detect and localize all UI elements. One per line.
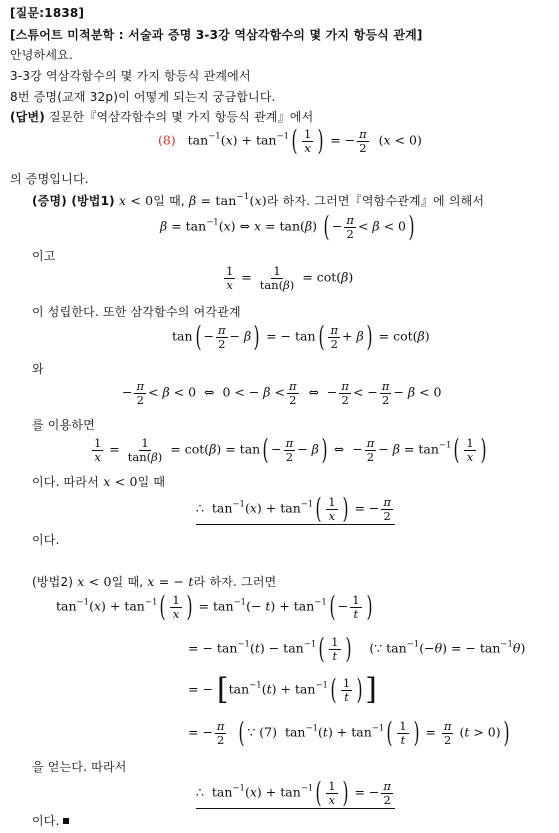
when-label: 일 때: [137, 475, 166, 489]
method1-intro: (증명) (방법1) x < 0일 때, $\beta = \tan^{-1}(x)$라 하자. 그러면『역함수관계』에 의해서: [32, 192, 485, 208]
method1-text-1: 일 때,: [153, 194, 185, 208]
using-text: 를 이용하면: [32, 418, 95, 432]
method1-label: (증명) (방법1): [32, 194, 115, 208]
greeting: 안녕하세요.: [10, 48, 73, 62]
answer-label: (답변): [10, 110, 45, 124]
is-label-2: 이다.: [32, 814, 60, 828]
question-number: [질문:1838]: [10, 6, 85, 20]
method1-text-2: 라 하자. 그러면『역함수관계』에 의해서: [266, 194, 485, 208]
equation-8-tag: (8): [158, 132, 176, 148]
result-1: ∴ $\tan^{-1}(x) + \tan^{-1}$( $\frac{1}{x}$ ) = − $\frac{\pi}{2}$: [196, 496, 395, 525]
established-text: 이 성립한다. 또한 삼각함수의 여각관계: [32, 305, 241, 319]
equation-m2-a: $\tan^{-1}(x) + \tan^{-1}$( $\frac{1}{x}$ ) = $\tan^{-1}(- t) + \tan^{-1}$( − $\frac{1}{t}$ ): [56, 589, 373, 623]
page-title: [스튜어트 미적분학 : 서술과 증명 3-3강 역삼각함수의 몇 가지 항등식 관계]: [10, 28, 423, 42]
equation-m1-c: tan( − $\frac{\pi}{2}$ − β) = − tan( $\frac{\pi}{2}$ + β) = cot(β): [172, 319, 430, 353]
equation-m2-d: = − $\frac{\pi}{2}$ ( ∵ (7) $\tan^{-1}(t) + \tan^{-1}$( $\frac{1}{t}$ ) = $\frac{\pi}{2}$ (t > 0)): [188, 715, 510, 749]
equation-m1-b: $\frac{1}{x}$ = $\frac{1}{\tan(\beta)}$ = cot(β): [226, 264, 354, 292]
method2-intro: (방법2) x < 0일 때, x = − t라 하자. 그러면: [32, 574, 277, 589]
answer-intro: [10, 110, 313, 124]
equation-m1-d: − $\frac{\pi}{2}$ < β < 0 ⇔ 0 < − β < $\frac{\pi}{2}$ ⇔ − $\frac{\pi}{2}$ < − $\frac{\pi}{2}$ − β < 0: [122, 379, 442, 407]
therefore-when-text: 이다. 따라서 x < 0일 때: [32, 474, 166, 489]
therefore-label: 이다. 따라서: [32, 475, 99, 489]
result-2: ∴ $\tan^{-1}(x) + \tan^{-1}$( $\frac{1}{x}$ ) = − $\frac{\pi}{2}$: [196, 780, 395, 809]
equation-8: (8) $\tan^{-1}(x) + \tan^{-1}$( $\frac{1}{x}$ ) = − $\frac{\pi}{2}$ (x < 0): [158, 123, 422, 157]
is-text-2: [32, 814, 69, 828]
then-text: 이고: [32, 249, 56, 263]
obtain-text: 을 얻는다. 따라서: [32, 760, 127, 774]
question-line-1: 3-3강 역삼각함수의 몇 가지 항등식 관계에서: [10, 69, 251, 83]
proof-of-text: 의 증명입니다.: [10, 172, 89, 186]
method2-text-2: 라 하자. 그러면: [193, 575, 277, 589]
and-text: 와: [32, 362, 44, 376]
answer-text: 질문한『역삼각함수의 몇 가지 항등식 관계』에서: [44, 110, 314, 124]
is-text-1: 이다.: [32, 533, 60, 547]
equation-m2-b: = − $\tan^{-1}(t) - \tan^{-1}$( $\frac{1}{t}$ ) (∵ $\tan^{-1}(-\theta)$ = − $\tan^{-1}\theta$): [188, 631, 526, 665]
equation-m1-a: $\beta = \tan^{-1}(x)$ ⇔ x = tan(β) ( − $\frac{\pi}{2}$ < β < 0): [160, 209, 415, 243]
method2-text-1: 일 때,: [111, 575, 144, 589]
end-of-proof-icon: [63, 818, 69, 824]
question-line-2: 8번 증명(교재 32p)이 어떻게 되는지 궁금합니다.: [10, 90, 276, 104]
equation-m2-c: = − [$\tan^{-1}(t) + \tan^{-1}$( $\frac{1}{t}$ )]: [188, 672, 377, 708]
equation-m1-e: $\frac{1}{x}$ = $\frac{1}{\tan(\beta)}$ = cot(β) = tan( − $\frac{\pi}{2}$ − β) ⇔ − $\frac{\pi}{2}$ − $\beta = \tan^{-1}$( $\frac{1}{x}$ ): [94, 432, 487, 466]
method2-label: (방법2): [32, 575, 74, 589]
